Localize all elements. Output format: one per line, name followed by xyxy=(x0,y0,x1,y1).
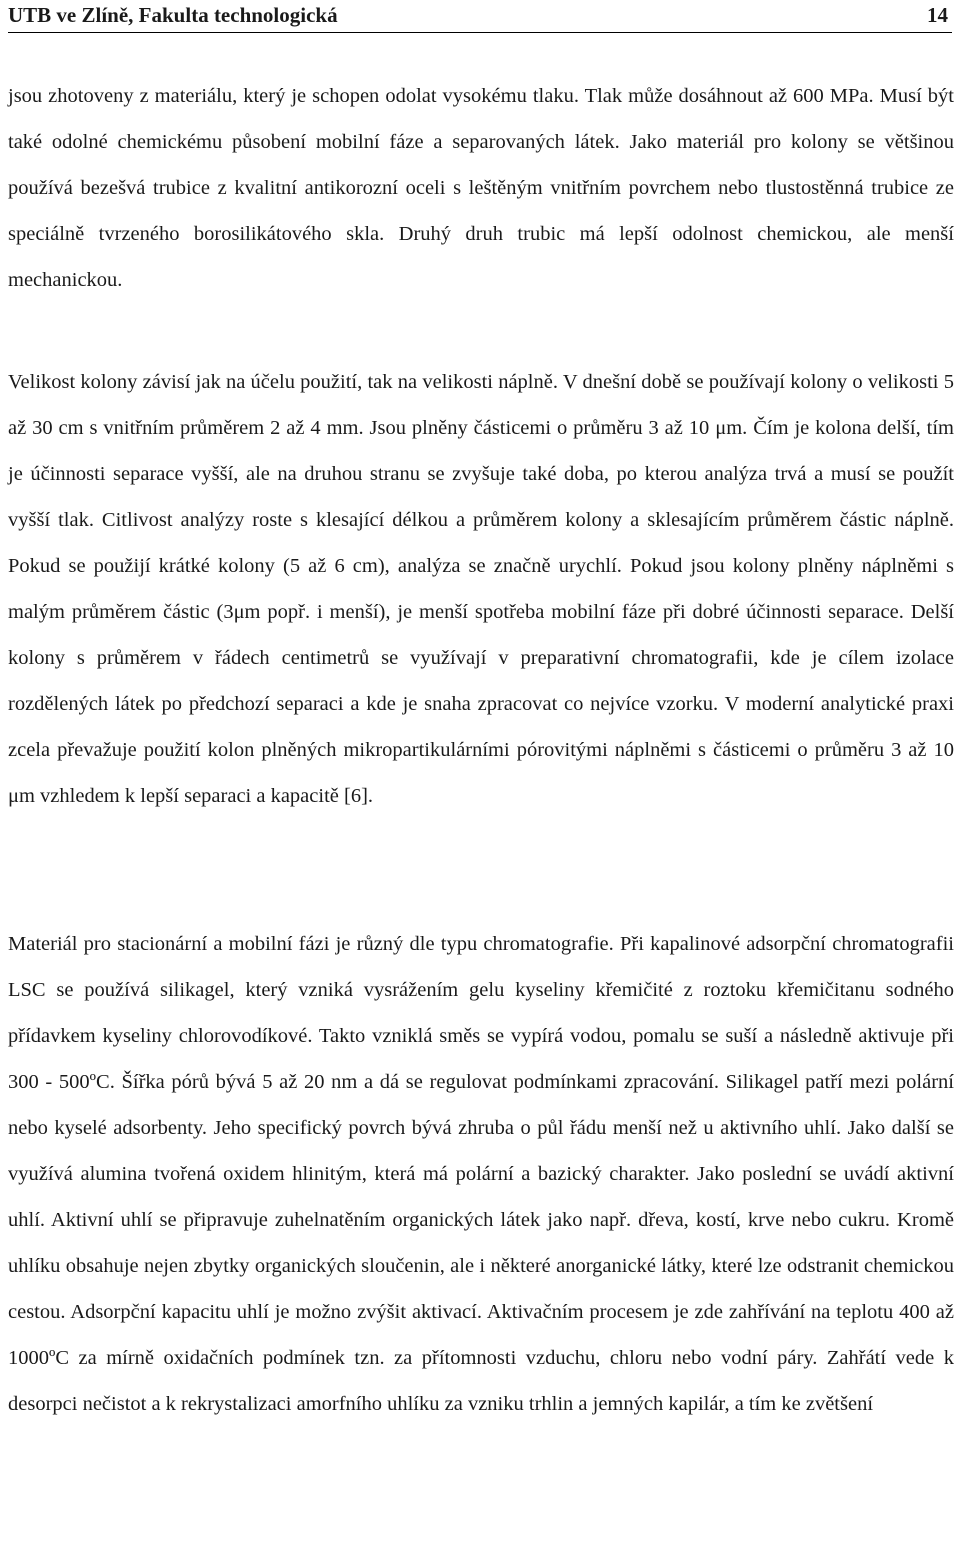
paragraph: Materiál pro stacionární a mobilní fázi je různý dle typu chromatografie. Při kapalinové adsorpční chromatografii LSC se používá silikagel, který vzniká vysrážením gelu kyseliny křemičité z roztoku křemičitanu sodného přídavkem kyseliny chlorovodíkové. Takto vzniklá směs se vypírá vodou, pomalu se suší a následně aktivuje při 300 - 500ºC. Šířka pórů bývá 5 až 20 nm a dá se regulovat podmínkami zpracování. Silikagel patří mezi polární nebo kyselé adsorbenty. Jeho specifický povrch bývá zhruba o půl řádu menší než u aktivního uhlí. Jako další se využívá alumina tvořená oxidem hlinitým, která má polární a bazický charakter. Jako poslední se uvádí aktivní uhlí. Aktivní uhlí se připravuje zuhelnatěním organických látek jako např. dřeva, kostí, krve nebo cukru. Kromě uhlíku obsahuje nejen zbytky organických sloučenin, ale i některé anorganické látky, které lze odstranit chemickou cestou. Adsorpční kapacitu uhlí je možno zvýšit aktivací. Aktivačním procesem je zde zahřívání na teplotu 400 až 1000ºC za mírně oxidačních podmínek tzn. za přítomnosti vzduchu, chloru nebo vodní páry. Zahřátí vede k desorpci nečistot a k rekrystalizaci amorfního uhlíku za vzniku trhlin a jemných kapilár, a tím ke zvětšení xyxy=(8,933,954,1415)
header-title: UTB ve Zlíně, Fakulta technologická xyxy=(8,3,338,27)
page-header xyxy=(8,0,952,33)
paragraph: Velikost kolony závisí jak na účelu použití, tak na velikosti náplně. V dnešní době se používají kolony o velikosti 5 až 30 cm s vnitřním průměrem 2 až 4 mm. Jsou plněny částicemi o průměru 3 až 10 μm. Čím je kolona delší, tím je účinnosti separace vyšší, ale na druhou stranu se zvyšuje také doba, po kterou analýza trvá a musí se použít vyšší tlak. Citlivost analýzy roste s klesající délkou a průměrem kolony a sklesajícím průměrem částic náplně. Pokud se použijí krátké kolony (5 až 6 cm), analýza se značně urychlí. Pokud jsou kolony plněny náplněmi s malým průměrem částic (3μm popř. i menší), je menší spotřeba mobilní fáze při dobré účinnosti separace. Delší kolony s průměrem v řádech centimetrů se využívají v preparativní chromatografii, kde je cílem izolace rozdělených látek po předchozí separaci a kde je snaha zpracovat co nejvíce vzorku. V moderní analytické praxi zcela převažuje použití kolon plněných mikropartikulárními pórovitými náplněmi s částicemi o průměru 3 až 10 μm vzhledem k lepší separaci a kapacitě [6]. xyxy=(8,371,954,807)
paragraph-phase-materials xyxy=(8,921,954,1427)
paragraph: jsou zhotoveny z materiálu, který je schopen odolat vysokému tlaku. Tlak může dosáhnout až 600 MPa. Musí být také odolné chemickému působení mobilní fáze a separovaných látek. Jako materiál pro kolony se většinou používá bezešvá trubice z kvalitní antikorozní oceli s leštěným vnitřním povrchem nebo tlustostěnná trubice ze speciálně tvrzeného borosilikátového skla. Druhý druh trubic má lepší odolnost chemickou, ale menší mechanickou. xyxy=(8,85,954,291)
paragraph-column-size xyxy=(8,359,954,819)
page-number: 14 xyxy=(927,3,948,27)
paragraph-column-construction xyxy=(8,73,954,303)
